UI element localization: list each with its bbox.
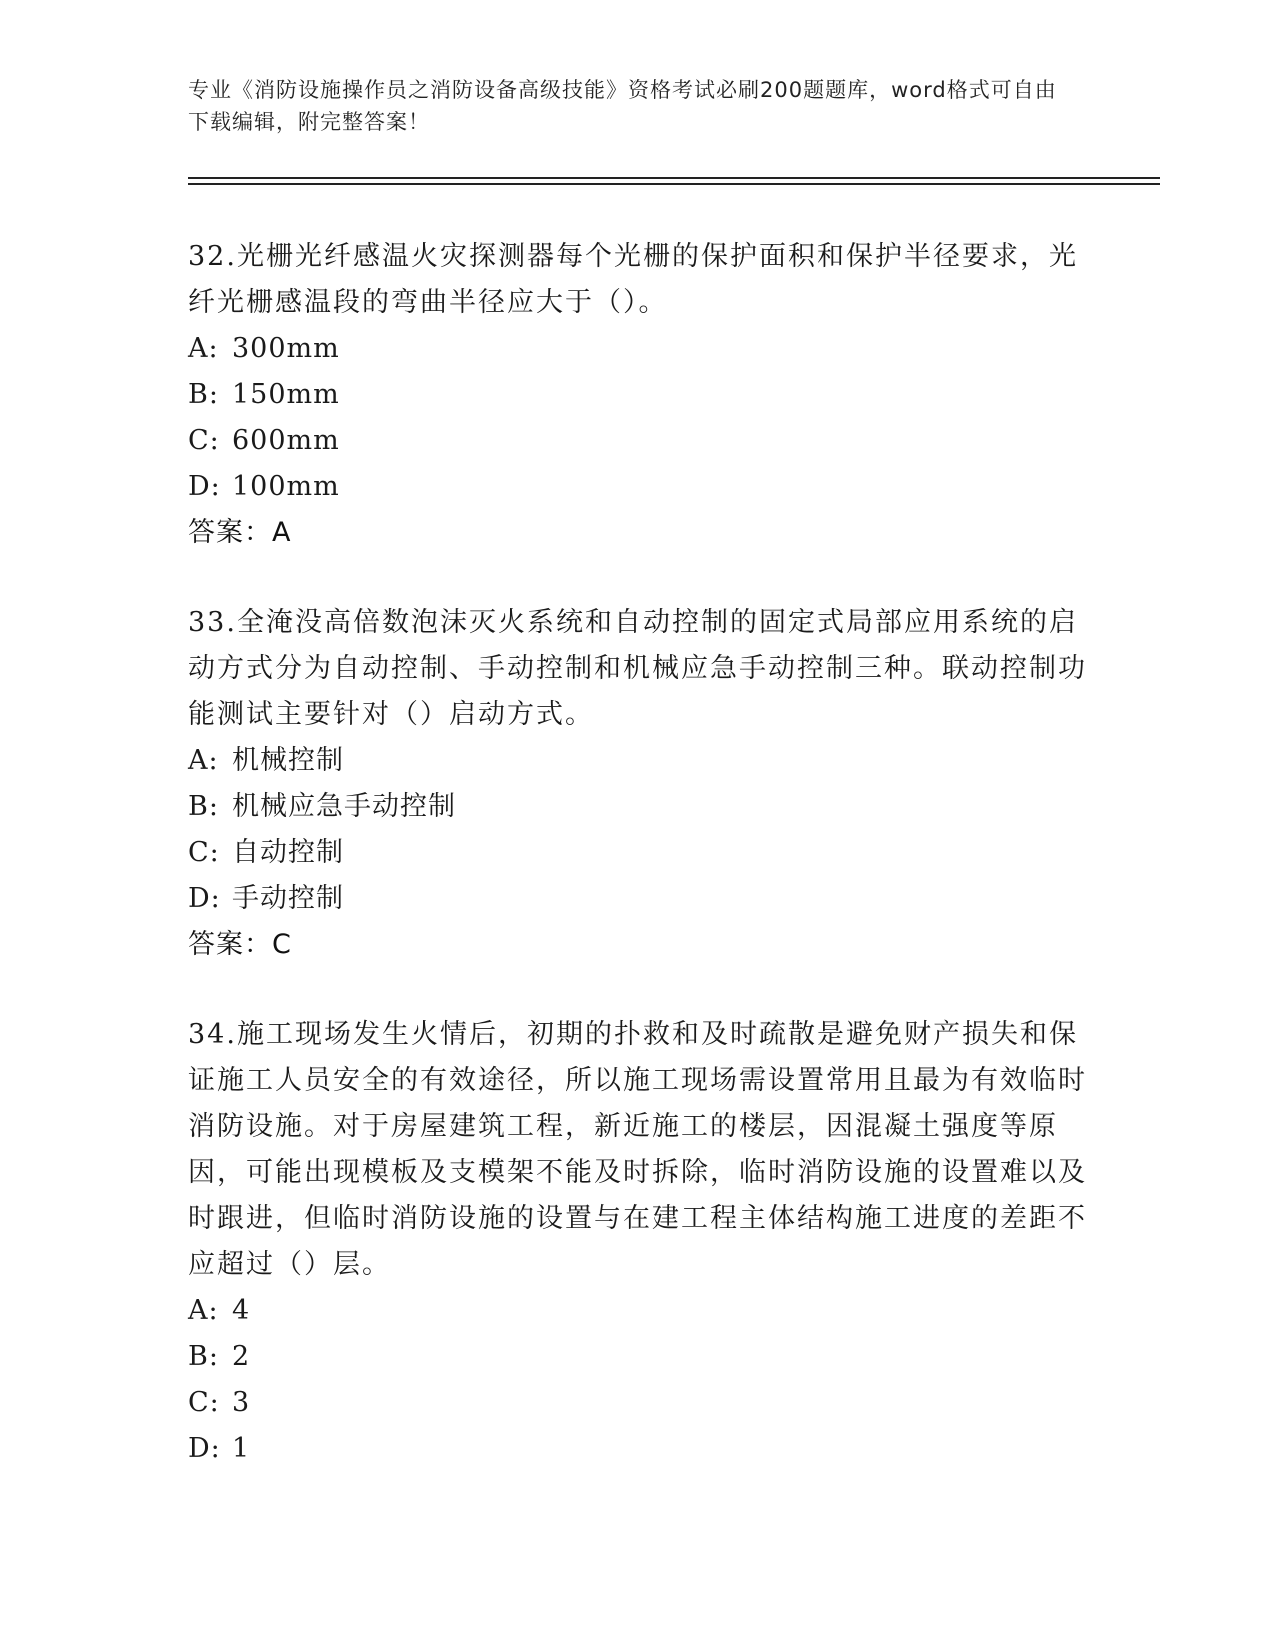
option-key: D: (188, 1433, 221, 1464)
header-divider-bottom (188, 183, 1160, 185)
option-a (188, 1288, 1088, 1334)
option-key: B: (188, 1341, 219, 1372)
document-header: 专业《消防设施操作员之消防设备高级技能》资格考试必刷200题题库，word格式可自由下载编辑，附完整答案！ (188, 78, 1057, 134)
option-b (188, 372, 1088, 418)
option-d (188, 876, 1088, 922)
option-a (188, 738, 1088, 784)
option-text: 4 (232, 1295, 251, 1326)
option-text: 300mm (232, 333, 340, 364)
option-d (188, 1426, 1088, 1472)
option-text: 150mm (232, 379, 340, 410)
option-c (188, 418, 1088, 464)
question-stem: 33.全淹没高倍数泡沫灭火系统和自动控制的固定式局部应用系统的启动方式分为自动控制、手动控制和机械应急手动控制三种。联动控制功能测试主要针对（）启动方式。 (188, 607, 1087, 730)
option-text: 手动控制 (232, 883, 344, 914)
option-b (188, 1334, 1088, 1380)
option-a (188, 326, 1088, 372)
option-text: 600mm (232, 425, 340, 456)
question-stem: 34.施工现场发生火情后，初期的扑救和及时疏散是避免财产损失和保证施工人员安全的有效途径，所以施工现场需设置常用且最为有效临时消防设施。对于房屋建筑工程，新近施工的楼层，因混凝土强度等原因，可能出现模板及支模架不能及时拆除，临时消防设施的设置难以及时跟进，但临时消防设施的设置与在建工程主体结构施工进度的差距不应超过（）层。 (188, 1019, 1087, 1280)
option-text: 100mm (232, 471, 340, 502)
option-key: B: (188, 379, 219, 410)
question-stem: 32.光栅光纤感温火灾探测器每个光栅的保护面积和保护半径要求，光纤光栅感温段的弯曲半径应大于（）。 (188, 241, 1078, 318)
option-key: C: (188, 1387, 220, 1418)
option-key: C: (188, 837, 220, 868)
option-c (188, 830, 1088, 876)
option-key: A: (188, 333, 219, 364)
option-c (188, 1380, 1088, 1426)
option-key: D: (188, 471, 221, 502)
option-d (188, 464, 1088, 510)
option-text: 自动控制 (232, 837, 344, 868)
option-text: 1 (232, 1433, 251, 1464)
option-text: 3 (232, 1387, 251, 1418)
question-32 (188, 234, 1088, 556)
option-key: B: (188, 791, 219, 822)
option-text: 机械控制 (232, 745, 344, 776)
option-key: D: (188, 883, 221, 914)
option-b (188, 784, 1088, 830)
option-text: 机械应急手动控制 (232, 791, 456, 822)
option-key: A: (188, 1295, 219, 1326)
header-divider-top (188, 177, 1160, 179)
question-34 (188, 1012, 1088, 1472)
question-33 (188, 600, 1088, 968)
option-key: C: (188, 425, 220, 456)
answer: 答案：C (188, 929, 292, 960)
option-text: 2 (232, 1341, 251, 1372)
option-key: A: (188, 745, 219, 776)
answer: 答案：A (188, 517, 292, 548)
